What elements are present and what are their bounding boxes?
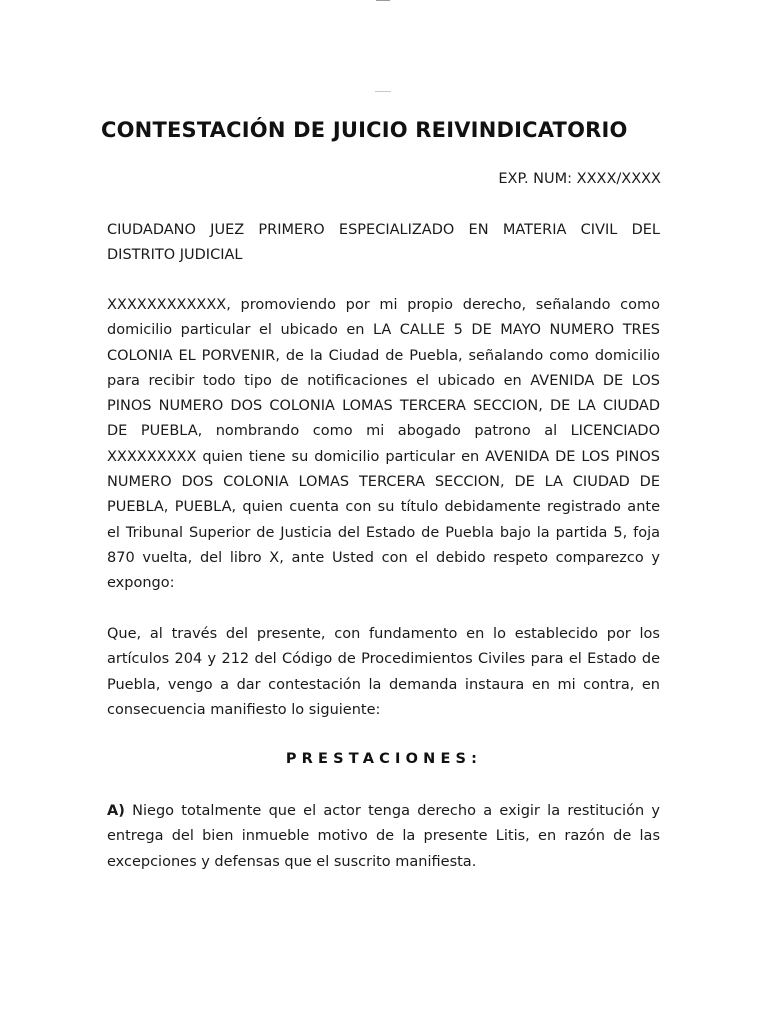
list-item	[107, 799, 660, 875]
intro-paragraph: XXXXXXXXXXXX, promoviendo por mi propio derecho, señalando como domicilio particular el ubicado en LA CALLE 5 DE MAYO NUMERO TRES COLONIA EL PORVENIR, de la Ciudad de Puebla, señalando como domicilio para recibir todo tipo de notificaciones el ubicado en AVENIDA DE LOS PINOS NUMERO DOS COLONIA LOMAS TERCERA SECCION, DE LA CIUDAD DE PUEBLA, nombrando como mi abogado patrono al LICENCIADO XXXXXXXXX quien tiene su domicilio particular en AVENIDA DE LOS PINOS NUMERO DOS COLONIA LOMAS TERCERA SECCION, DE LA CIUDAD DE PUEBLA, PUEBLA, quien cuenta con su título debidamente registrado ante el Tribunal Superior de Justicia del Estado de Puebla bajo la partida 5, foja 870 vuelta, del libro X, ante Usted con el debido respeto comparezco y expongo:	[107, 297, 660, 592]
expedient-number: EXP. NUM: XXXX/XXXX	[498, 171, 661, 187]
item-marker: A)	[107, 803, 125, 819]
addressee-paragraph: CIUDADANO JUEZ PRIMERO ESPECIALIZADO EN MATERIA CIVIL DEL DISTRITO JUDICIAL	[107, 222, 660, 264]
purpose-paragraph: Que, al través del presente, con fundamento en lo establecido por los artículos 204 y 212 del Código de Procedimientos Civiles para el Estado de Puebla, vengo a dar contestación la demanda instaura en mi contra, en consecuencia manifiesto lo siguiente:	[107, 626, 660, 718]
item-text: Niego totalmente que el actor tenga derecho a exigir la restitución y entrega del bien inmueble motivo de la presente Litis, en razón de las excepciones y defensas que el suscrito manifiesta.	[107, 803, 660, 870]
page-top-divider	[376, 0, 390, 1]
section-heading-prestaciones: PRESTACIONES:	[285, 751, 483, 767]
document-title: CONTESTACIÓN DE JUICIO REIVINDICATORIO	[101, 118, 628, 142]
header-divider	[375, 91, 391, 92]
